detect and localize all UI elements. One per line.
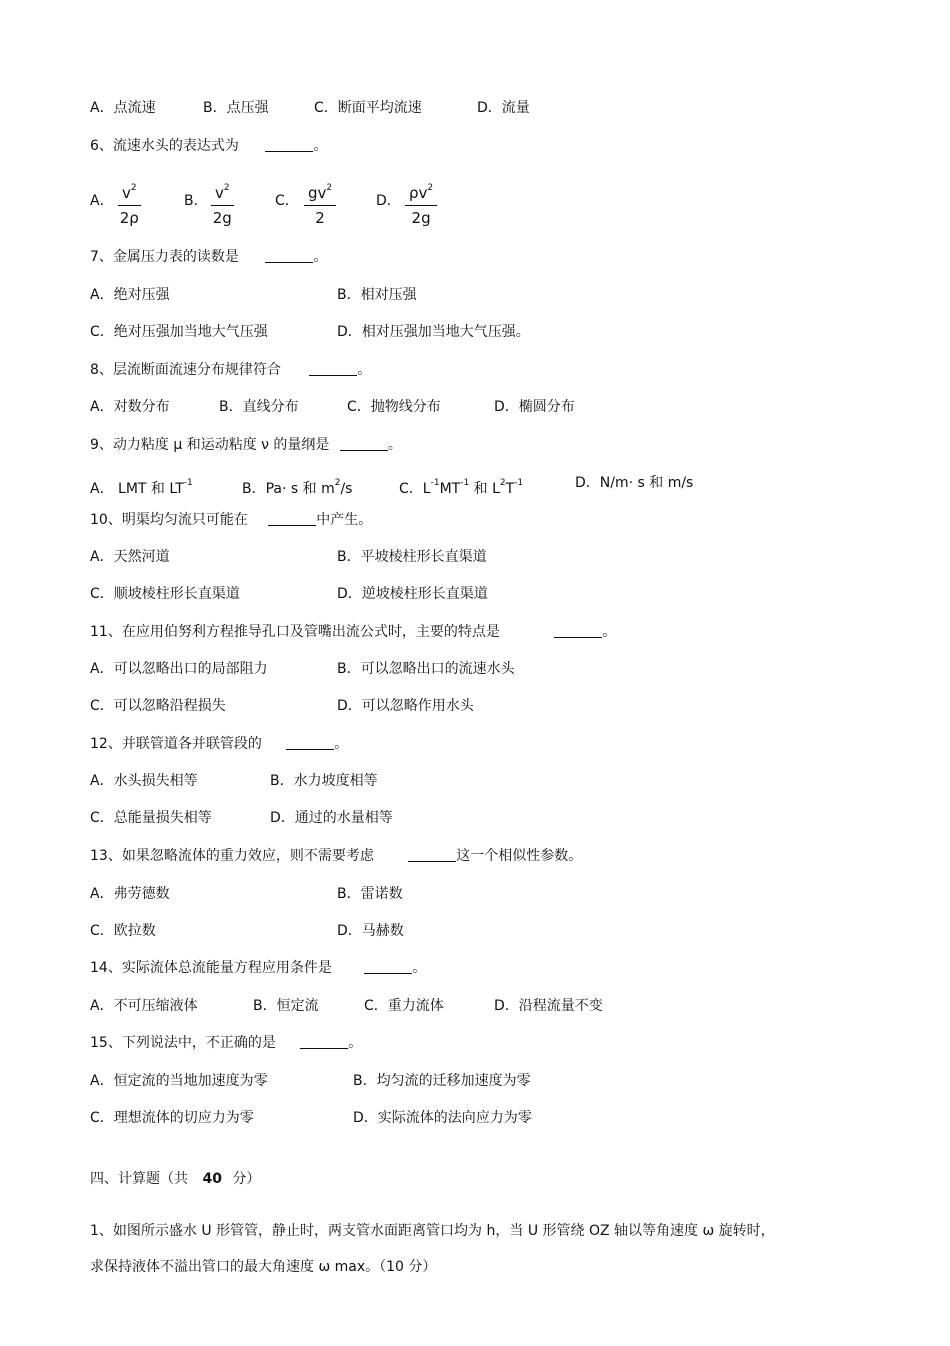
q12-option-b: B．水力坡度相等 xyxy=(270,773,378,789)
q14-blank xyxy=(364,959,412,974)
q9-stem: 9、动力粘度 μ 和运动粘度 ν 的量纲是 xyxy=(90,437,330,453)
q15-stem-line xyxy=(90,1033,362,1053)
q5-option-a: A．点流速 xyxy=(90,100,156,116)
q6-option-c: $\frac{gv^2}{2}$ xyxy=(304,178,336,228)
q15-stem: 15、下列说法中，不正确的是 xyxy=(90,1035,276,1051)
q7-end: 。 xyxy=(313,249,328,265)
q6-c-label: C． xyxy=(275,193,299,209)
q12-stem-line xyxy=(90,734,348,754)
q14-stem-line xyxy=(90,958,426,978)
q9-option-a: A． LMT 和 $LT^{-1}$ xyxy=(90,478,193,497)
q14-option-a: A．不可压缩液体 xyxy=(90,998,198,1014)
q9-stem-line xyxy=(90,435,402,455)
q12-option-c: C．总能量损失相等 xyxy=(90,810,212,826)
q11-option-c: C．可以忽略沿程损失 xyxy=(90,698,226,714)
q7-option-c: C．绝对压强加当地大气压强 xyxy=(90,324,268,340)
q11-option-a: A．可以忽略出口的局部阻力 xyxy=(90,661,268,677)
q10-option-c: C．顺坡棱柱形长直渠道 xyxy=(90,586,240,602)
q6-option-a: $\frac{v^2}{2\rho}$ xyxy=(118,178,141,228)
q9-option-d: D．N/m· s 和 m/s xyxy=(575,475,694,491)
calc1-line2: 求保持液体不溢出管口的最大角速度 ω max。（10 分） xyxy=(90,1259,437,1275)
q14-option-c: C．重力流体 xyxy=(364,998,444,1014)
q6-option-b: $\frac{v^2}{2g}$ xyxy=(211,178,234,228)
q5-option-d: D．流量 xyxy=(477,100,530,116)
q12-end: 。 xyxy=(334,736,349,752)
q6-d-label: D． xyxy=(376,193,401,209)
q7-blank xyxy=(265,248,313,263)
q8-option-b: B．直线分布 xyxy=(219,399,299,415)
q7-option-b: B．相对压强 xyxy=(337,287,417,303)
q8-stem-line xyxy=(90,360,371,380)
q6-b-label: B． xyxy=(184,193,208,209)
q15-option-a: A．恒定流的当地加速度为零 xyxy=(90,1073,268,1089)
q14-stem: 14、实际流体总流能量方程应用条件是 xyxy=(90,960,332,976)
q8-option-d: D．椭圆分布 xyxy=(494,399,575,415)
q11-blank xyxy=(554,623,602,638)
q13-option-a: A．弗劳德数 xyxy=(90,886,170,902)
q13-stem: 13、如果忽略流体的重力效应，则不需要考虑 xyxy=(90,848,374,864)
q13-option-c: C．欧拉数 xyxy=(90,923,156,939)
q13-end: 这一个相似性参数。 xyxy=(456,848,583,864)
q12-blank xyxy=(286,735,334,750)
q10-option-a: A．天然河道 xyxy=(90,549,170,565)
q12-option-d: D．通过的水量相等 xyxy=(270,810,393,826)
q9-blank xyxy=(340,436,388,451)
q10-blank xyxy=(268,511,316,526)
q6-blank xyxy=(265,137,313,152)
q9-end: 。 xyxy=(387,437,402,453)
q10-option-b: B．平坡棱柱形长直渠道 xyxy=(337,549,487,565)
q7-option-d: D．相对压强加当地大气压强。 xyxy=(337,324,530,340)
q6-stem-line xyxy=(90,136,327,156)
section-heading-calc: 四、计算题（共 40 分） xyxy=(90,1171,261,1187)
q7-option-a: A．绝对压强 xyxy=(90,287,170,303)
q13-option-b: B．雷诺数 xyxy=(337,886,403,902)
q11-option-b: B．可以忽略出口的流速水头 xyxy=(337,661,515,677)
calc1-line1: 1、如图所示盛水 U 形管管，静止时，两支管水面距离管口均为 h，当 U 形管绕 OZ 轴以等角速度 ω 旋转时， xyxy=(90,1223,775,1239)
section-score: 40 xyxy=(202,1171,222,1187)
q8-blank xyxy=(309,361,357,376)
q10-end: 中产生。 xyxy=(316,512,373,528)
q8-end: 。 xyxy=(357,362,372,378)
q15-end: 。 xyxy=(348,1035,363,1051)
q13-option-d: D．马赫数 xyxy=(337,923,404,939)
q6-end: 。 xyxy=(313,138,328,154)
q10-stem-line xyxy=(90,510,372,530)
q15-blank xyxy=(300,1034,348,1049)
q10-stem: 10、明渠均匀流只可能在 xyxy=(90,512,248,528)
q6-stem: 6、流速水头的表达式为 xyxy=(90,138,239,154)
q6-option-d: $\frac{\rho v^2}{2g}$ xyxy=(405,178,437,228)
q13-blank xyxy=(408,847,456,862)
q11-option-d: D．可以忽略作用水头 xyxy=(337,698,474,714)
q8-stem: 8、层流断面流速分布规律符合 xyxy=(90,362,281,378)
q6-a-label: A． xyxy=(90,193,114,209)
q14-end: 。 xyxy=(412,960,427,976)
q8-option-c: C．抛物线分布 xyxy=(347,399,441,415)
q10-option-d: D．逆坡棱柱形长直渠道 xyxy=(337,586,488,602)
q12-stem: 12、并联管道各并联管段的 xyxy=(90,736,262,752)
q14-option-b: B．恒定流 xyxy=(253,998,319,1014)
q5-option-c: C．断面平均流速 xyxy=(314,100,422,116)
q11-end: 。 xyxy=(602,624,617,640)
q7-stem-line xyxy=(90,247,327,267)
q9-option-c: C．$L^{-1}MT^{-1}$ 和 $L^2T^{-1}$ xyxy=(399,478,524,497)
q5-option-b: B．点压强 xyxy=(203,100,269,116)
q8-option-a: A．对数分布 xyxy=(90,399,170,415)
q12-option-a: A．水头损失相等 xyxy=(90,773,198,789)
q15-option-d: D．实际流体的法向应力为零 xyxy=(353,1110,532,1126)
q13-stem-line xyxy=(90,846,582,866)
q11-stem-line xyxy=(90,622,616,642)
q9-option-b: B．Pa· s 和 $m^2/s$ xyxy=(242,478,353,497)
q15-option-c: C．理想流体的切应力为零 xyxy=(90,1110,254,1126)
q15-option-b: B．均匀流的迁移加速度为零 xyxy=(353,1073,531,1089)
q14-option-d: D．沿程流量不变 xyxy=(494,998,603,1014)
q11-stem: 11、在应用伯努利方程推导孔口及管嘴出流公式时，主要的特点是 xyxy=(90,624,500,640)
q7-stem: 7、金属压力表的读数是 xyxy=(90,249,239,265)
